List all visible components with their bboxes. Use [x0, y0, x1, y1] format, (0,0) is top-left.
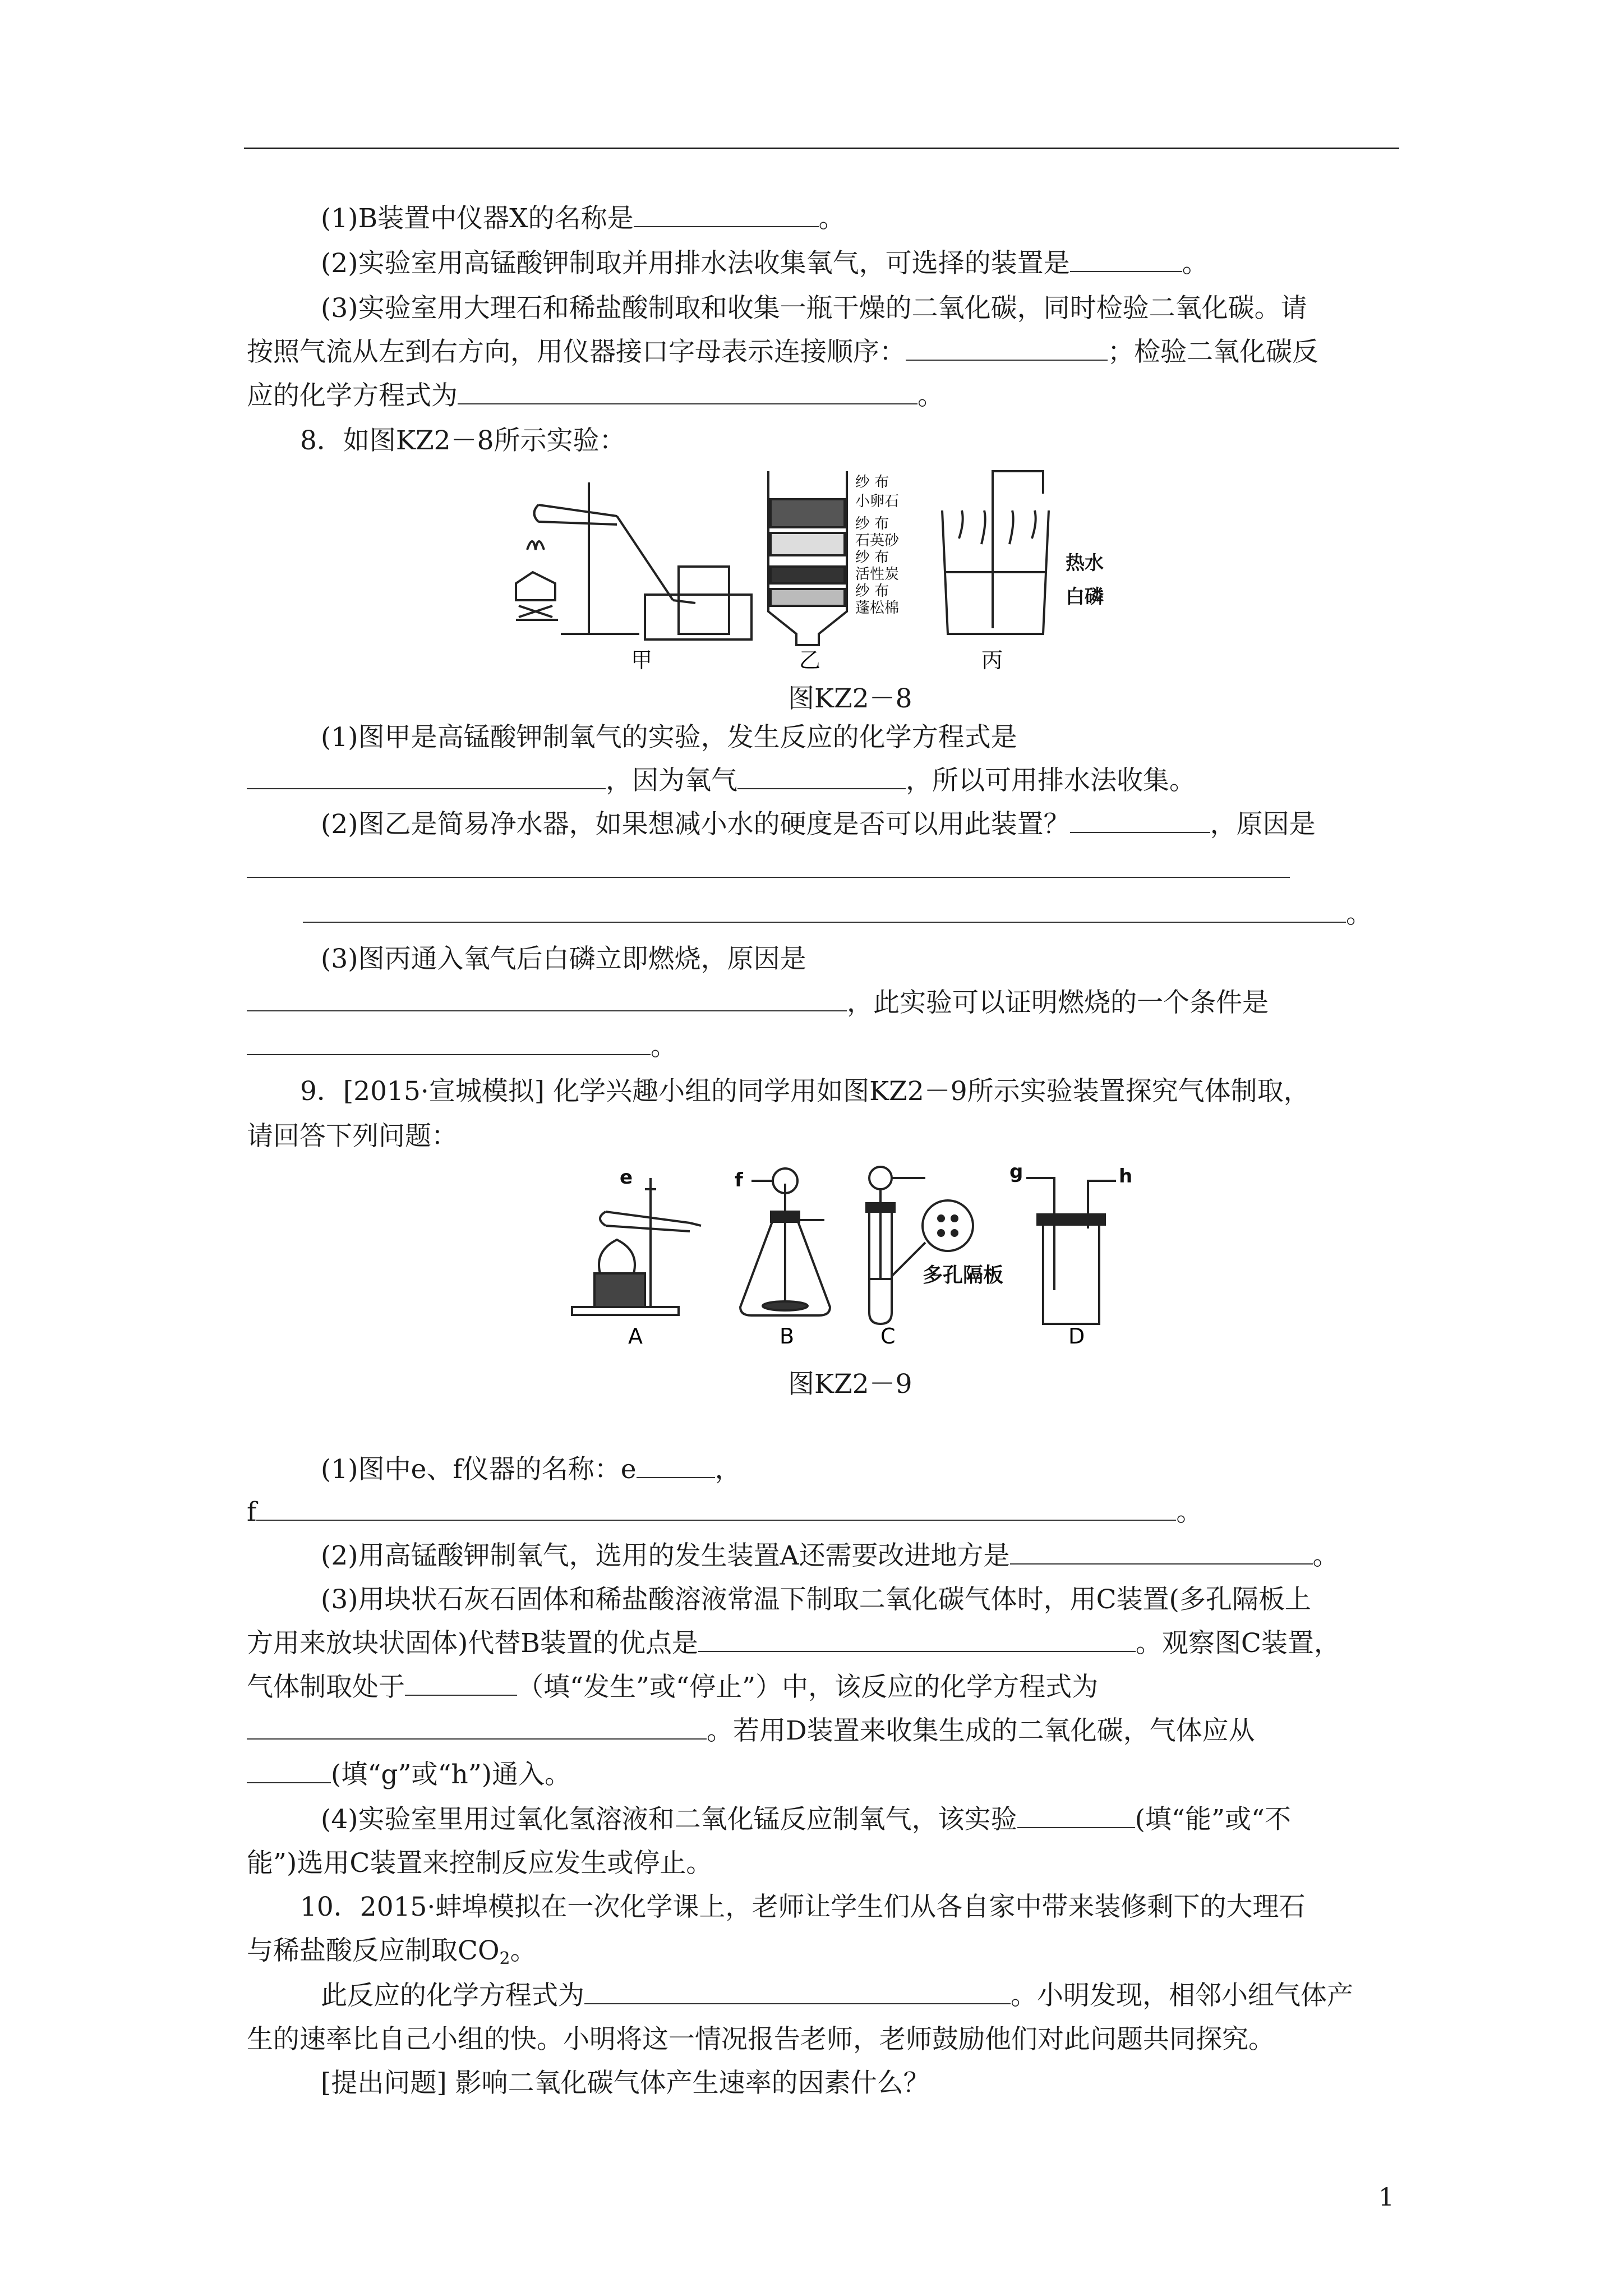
q8-part3-line1: (3)图丙通入氧气后白磷立即燃烧，原因是	[321, 944, 806, 974]
q9-part1-line1: (1)图中e、f仪器的名称：e ，	[321, 1454, 741, 1485]
q10-line4: 生的速率比自己小组的快。小明将这一情况报告老师，老师鼓励他们对此问题共同探究。	[247, 2024, 1275, 2055]
q7-part3-line1: (3)实验室用大理石和稀盐酸制取和收集一瓶干燥的二氧化碳，同时检验二氧化碳。请	[321, 293, 1307, 324]
layer-label: 纱 布	[855, 516, 889, 532]
apparatus-jia	[516, 482, 751, 639]
answer-blank[interactable]	[405, 1674, 517, 1696]
figure-caption: 图KZ2－8	[788, 683, 912, 714]
apparatus-b	[740, 1168, 830, 1315]
q9-part3-line2: 方用来放块状固体)代替B装置的优点是 。观察图C装置，	[247, 1628, 1340, 1659]
figure-label: D	[1068, 1324, 1085, 1346]
figure-label: A	[628, 1324, 643, 1346]
q9-part1-line2: f 。	[247, 1497, 1203, 1527]
answer-blank[interactable]	[698, 1631, 1136, 1652]
answer-blank[interactable]	[737, 768, 906, 789]
q9-part3-line3: 气体制取处于 （填“发生”或“停止”）中，该反应的化学方程式为	[247, 1672, 1099, 1703]
q7-part3-line3: 应的化学方程式为 。	[247, 380, 944, 411]
q9-intro-line1: 9．[2015·宣城模拟] 化学兴趣小组的同学用如图KZ2－9所示实验装置探究气体制取，	[300, 1076, 1310, 1107]
figure-label: B	[780, 1324, 795, 1346]
layer-label: 石英砂	[855, 532, 900, 549]
answer-blank[interactable]	[1017, 1807, 1135, 1828]
apparatus-bing	[942, 471, 1049, 634]
answer-blank[interactable]	[247, 1034, 651, 1055]
figure-label: 乙	[799, 648, 821, 673]
page-number: 1	[1378, 2183, 1394, 2212]
apparatus-a	[572, 1178, 701, 1315]
answer-blank[interactable]	[906, 339, 1108, 361]
figure-kz2-8	[505, 460, 1150, 673]
port-label: e	[620, 1166, 633, 1189]
port-label: g	[1009, 1161, 1023, 1183]
answer-blank[interactable]	[1070, 812, 1210, 833]
q8-part2-line3: 。	[303, 898, 1372, 931]
answer-blank[interactable]	[303, 901, 1346, 923]
q10-line1: 10．2015·蚌埠模拟在一次化学课上，老师让学生们从各自家中带来装修剩下的大理石	[300, 1892, 1306, 1922]
figure-label: 丙	[981, 648, 1003, 673]
answer-blank[interactable]	[247, 768, 606, 789]
header-rule	[244, 148, 1399, 149]
answer-blank[interactable]	[1070, 251, 1182, 272]
q8-part2-line1: (2)图乙是简易净水器，如果想减小水的硬度是否可以用此装置？ ，原因是	[321, 809, 1316, 840]
layer-label: 小卵石	[855, 493, 900, 510]
answer-blank[interactable]	[634, 206, 819, 227]
layer-label: 蓬松棉	[855, 600, 900, 616]
q8-part1-line2: ，因为氧气 ，所以可用排水法收集。	[247, 764, 1196, 798]
q9-part2: (2)用高锰酸钾制氧气，选用的发生装置A还需要改进地方是 。	[321, 1540, 1339, 1571]
layer-label: 活性炭	[855, 566, 900, 583]
q8-part1-line1: (1)图甲是高锰酸钾制氧气的实验，发生反应的化学方程式是	[321, 722, 1017, 753]
layer-label: 纱 布	[855, 474, 889, 491]
answer-blank[interactable]	[584, 1983, 1011, 2004]
port-label: f	[735, 1169, 743, 1191]
q8-intro: 8．如图KZ2－8所示实验：	[300, 425, 626, 456]
q7-part1: (1)B装置中仪器X的名称是 。	[321, 203, 845, 234]
q8-part3-line2: ，此实验可以证明燃烧的一个条件是	[247, 986, 1269, 1020]
q10-line2: 与稀盐酸反应制取$CO_2$。	[247, 1935, 537, 1968]
q10-line5: [提出问题] 影响二氧化碳气体产生速率的因素什么？	[321, 2068, 930, 2099]
port-label: h	[1119, 1165, 1133, 1188]
q9-part4-line2: 能”)选用C装置来控制反应发生或停止。	[247, 1848, 713, 1879]
q9-part4-line1: (4)实验室里用过氧化氢溶液和二氧化锰反应制氧气，该实验 (填“能”或“不	[321, 1804, 1291, 1835]
q8-part2-line2	[247, 853, 1290, 886]
answer-blank[interactable]	[247, 857, 1290, 878]
q9-part3-line1: (3)用块状石灰石固体和稀盐酸溶液常温下制取二氧化碳气体时，用C装置(多孔隔板上	[321, 1584, 1311, 1615]
apparatus-d	[1026, 1178, 1116, 1324]
q7-part3-line2: 按照气流从左到右方向，用仪器接口字母表示连接顺序： ；检验二氧化碳反	[247, 337, 1318, 367]
figure-caption: 图KZ2－9	[788, 1369, 912, 1400]
porous-plate-label: 多孔隔板	[923, 1264, 1004, 1287]
q9-part3-line5: (填“g”或“h”)通入。	[247, 1758, 571, 1792]
answer-blank[interactable]	[458, 383, 917, 404]
q7-part2: (2)实验室用高锰酸钾制取并用排水法收集氧气，可选择的装置是 。	[321, 248, 1209, 279]
answer-blank[interactable]	[1010, 1543, 1313, 1565]
answer-blank[interactable]	[256, 1499, 1176, 1521]
q8-part3-line3: 。	[247, 1030, 677, 1064]
answer-blank[interactable]	[247, 1762, 331, 1783]
q9-part3-line4: 。若用D装置来收集生成的二氧化碳，气体应从	[247, 1714, 1255, 1748]
white-phosphorus-label: 白磷	[1066, 586, 1104, 608]
layer-label: 纱 布	[855, 583, 889, 600]
figure-label: C	[880, 1324, 896, 1346]
apparatus-yi	[768, 471, 847, 645]
layer-labels	[855, 474, 900, 616]
answer-blank[interactable]	[637, 1457, 715, 1478]
hot-water-label: 热水	[1066, 552, 1104, 574]
figure-kz2-9	[561, 1156, 1155, 1346]
layer-label: 纱 布	[855, 549, 889, 566]
q9-intro-line2: 请回答下列问题：	[247, 1121, 458, 1152]
apparatus-c	[866, 1167, 973, 1324]
q10-line3: 此反应的化学方程式为 。小明发现，相邻小组气体产	[321, 1980, 1353, 2011]
answer-blank[interactable]	[247, 990, 847, 1011]
figure-label: 甲	[631, 648, 653, 673]
answer-blank[interactable]	[247, 1718, 707, 1740]
